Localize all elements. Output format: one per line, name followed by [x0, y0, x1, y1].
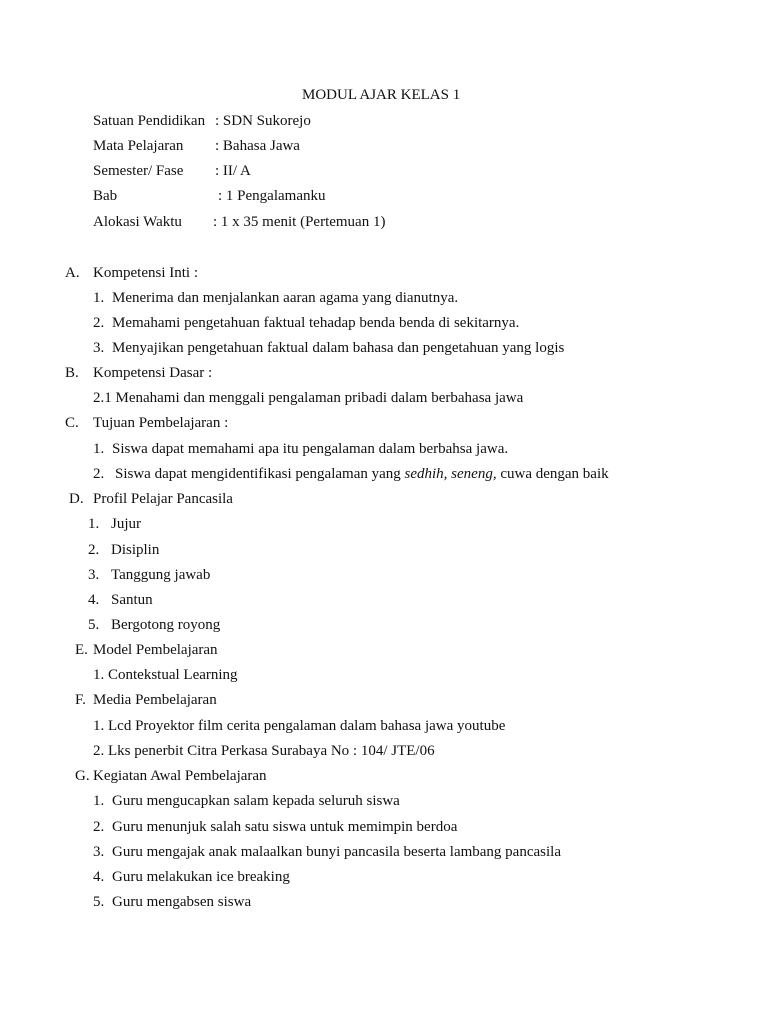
list-item-text: 1. Lcd Proyektor film cerita pengalaman dalam bahasa jawa youtube	[93, 718, 506, 734]
section-title: Profil Pelajar Pancasila	[93, 491, 233, 507]
list-item-text	[115, 465, 609, 483]
list-item-text: Bergotong royong	[111, 617, 221, 633]
list-item-text: 1. Contekstual Learning	[93, 667, 238, 683]
section-letter: G.	[75, 768, 90, 784]
italic-text: sedhih, seneng,	[404, 466, 497, 482]
section-letter: B.	[65, 365, 79, 381]
section-title: Tujuan Pembelajaran :	[93, 415, 229, 431]
info-value-mapel: : Bahasa Jawa	[215, 138, 300, 154]
info-label-mapel: Mata Pelajaran	[93, 138, 184, 154]
section-title: Media Pembelajaran	[93, 692, 217, 708]
document-title: MODUL AJAR KELAS 1	[302, 87, 461, 103]
section-letter: C.	[65, 415, 79, 431]
list-item-number: 1.	[88, 516, 100, 532]
list-item-number: 3.	[93, 340, 105, 356]
list-item-number: 2.	[93, 466, 105, 482]
section-title: Kegiatan Awal Pembelajaran	[93, 768, 267, 784]
section-letter: F.	[75, 692, 86, 708]
info-label-alokasi: Alokasi Waktu	[93, 214, 182, 230]
section-letter: E.	[75, 642, 88, 658]
list-item-number: 1.	[93, 290, 105, 306]
list-item-number: 2.	[93, 315, 105, 331]
list-item-number: 1.	[93, 441, 105, 457]
list-item-text: Guru mengabsen siswa	[112, 894, 252, 910]
list-item-text: Santun	[111, 592, 153, 608]
list-item-text: 2. Lks penerbit Citra Perkasa Surabaya No : 104/ JTE/06	[93, 743, 435, 759]
list-item-number: 1.	[93, 793, 105, 809]
list-item-text: Jujur	[111, 516, 141, 532]
list-item-number: 5.	[93, 894, 105, 910]
list-item-number: 4.	[93, 869, 105, 885]
section-letter: D.	[69, 491, 84, 507]
text-before-italic: Siswa dapat mengidentifikasi pengalaman yang	[115, 466, 405, 482]
list-item-number: 4.	[88, 592, 100, 608]
list-item-number: 3.	[93, 844, 105, 860]
list-item-text: Guru menunjuk salah satu siswa untuk memimpin berdoa	[112, 819, 458, 835]
list-item-text: Guru melakukan ice breaking	[112, 869, 290, 885]
list-item-text: Guru mengajak anak malaalkan bunyi pancasila beserta lambang pancasila	[112, 844, 561, 860]
info-label-semester: Semester/ Fase	[93, 163, 184, 179]
section-title: Kompetensi Inti :	[93, 265, 198, 281]
info-value-alokasi: : 1 x 35 menit (Pertemuan 1)	[213, 214, 386, 230]
list-item-text: Menerima dan menjalankan aaran agama yang dianutnya.	[112, 290, 459, 306]
list-item-text: Siswa dapat memahami apa itu pengalaman dalam berbahsa jawa.	[112, 441, 509, 457]
section-title: Model Pembelajaran	[93, 642, 218, 658]
list-item-text: 2.1 Menahami dan menggali pengalaman pribadi dalam berbahasa jawa	[93, 390, 524, 406]
list-item-number: 2.	[88, 542, 100, 558]
list-item-number: 5.	[88, 617, 100, 633]
list-item-text: Memahami pengetahuan faktual tehadap benda benda di sekitarnya.	[112, 315, 520, 331]
info-value-bab: : 1 Pengalamanku	[218, 188, 326, 204]
section-title: Kompetensi Dasar :	[93, 365, 213, 381]
list-item-text: Guru mengucapkan salam kepada seluruh siswa	[112, 793, 400, 809]
text-after-italic: cuwa dengan baik	[496, 466, 609, 482]
list-item-text: Tanggung jawab	[111, 567, 211, 583]
list-item-text: Menyajikan pengetahuan faktual dalam bahasa dan pengetahuan yang logis	[112, 340, 565, 356]
list-item-number: 3.	[88, 567, 100, 583]
info-label-satuan: Satuan Pendidikan	[93, 113, 206, 129]
list-item-number: 2.	[93, 819, 105, 835]
info-value-semester: : II/ A	[215, 163, 251, 179]
list-item-text: Disiplin	[111, 542, 160, 558]
info-value-satuan: : SDN Sukorejo	[215, 113, 311, 129]
section-letter: A.	[65, 265, 80, 281]
info-label-bab: Bab	[93, 188, 118, 204]
